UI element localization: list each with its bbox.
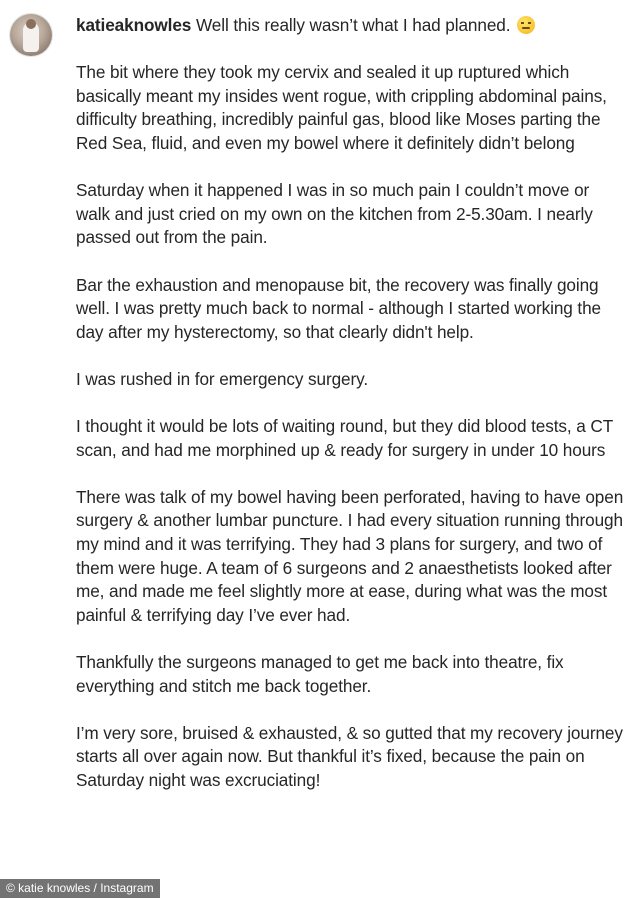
caption-paragraph: I was rushed in for emergency surgery. <box>76 368 369 389</box>
caption-paragraph: There was talk of my bowel having been perforated, having to have open surgery & another lumbar puncture. I had every situation running through my mind and it was terrifying. They had 3 plans for surgery, and two of them were huge. A team of 6 surgeons and 2 anaesthetists looked after me, and made me feel slightly more at ease, during what was the most painful & terrifying day I’ve ever had. <box>76 486 624 625</box>
caption-paragraph: I’m very sore, bruised & exhausted, & so gutted that my recovery journey starts all over again now. But thankful it’s fixed, because the pain on Saturday night was excruciating! <box>76 722 623 790</box>
caption-opening: Well this really wasn’t what I had planned. <box>195 15 511 35</box>
username-link[interactable]: katieaknowles <box>76 15 192 35</box>
expressionless-face-emoji-icon <box>517 16 535 34</box>
caption-paragraph: The bit where they took my cervix and sealed it up ruptured which basically meant my insides went rogue, with crippling abdominal pains, difficulty breathing, incredibly painful gas, blood like Moses parting the Red Sea, fluid, and even my bowel where it definitely didn’t belong <box>76 62 607 153</box>
caption-text <box>76 14 624 816</box>
photo-credit: © katie knowles / Instagram <box>0 879 160 898</box>
caption-paragraph: Saturday when it happened I was in so much pain I couldn’t move or walk and just cried on my own on the kitchen from 2-5.30am. I nearly passed out from the pain. <box>76 180 593 248</box>
caption-paragraph: Bar the exhaustion and menopause bit, the recovery was finally going well. I was pretty much back to normal - although I started working the day after my hysterectomy, so that clearly didn't help. <box>76 274 601 342</box>
caption-paragraph: Thankfully the surgeons managed to get me back into theatre, fix everything and stitch me back together. <box>76 652 564 696</box>
avatar-head <box>26 19 36 29</box>
caption-first-line <box>76 14 624 38</box>
avatar[interactable] <box>10 14 52 56</box>
caption-paragraph: I thought it would be lots of waiting round, but they did blood tests, a CT scan, and had me morphined up & ready for surgery in under 10 hours <box>76 416 613 460</box>
